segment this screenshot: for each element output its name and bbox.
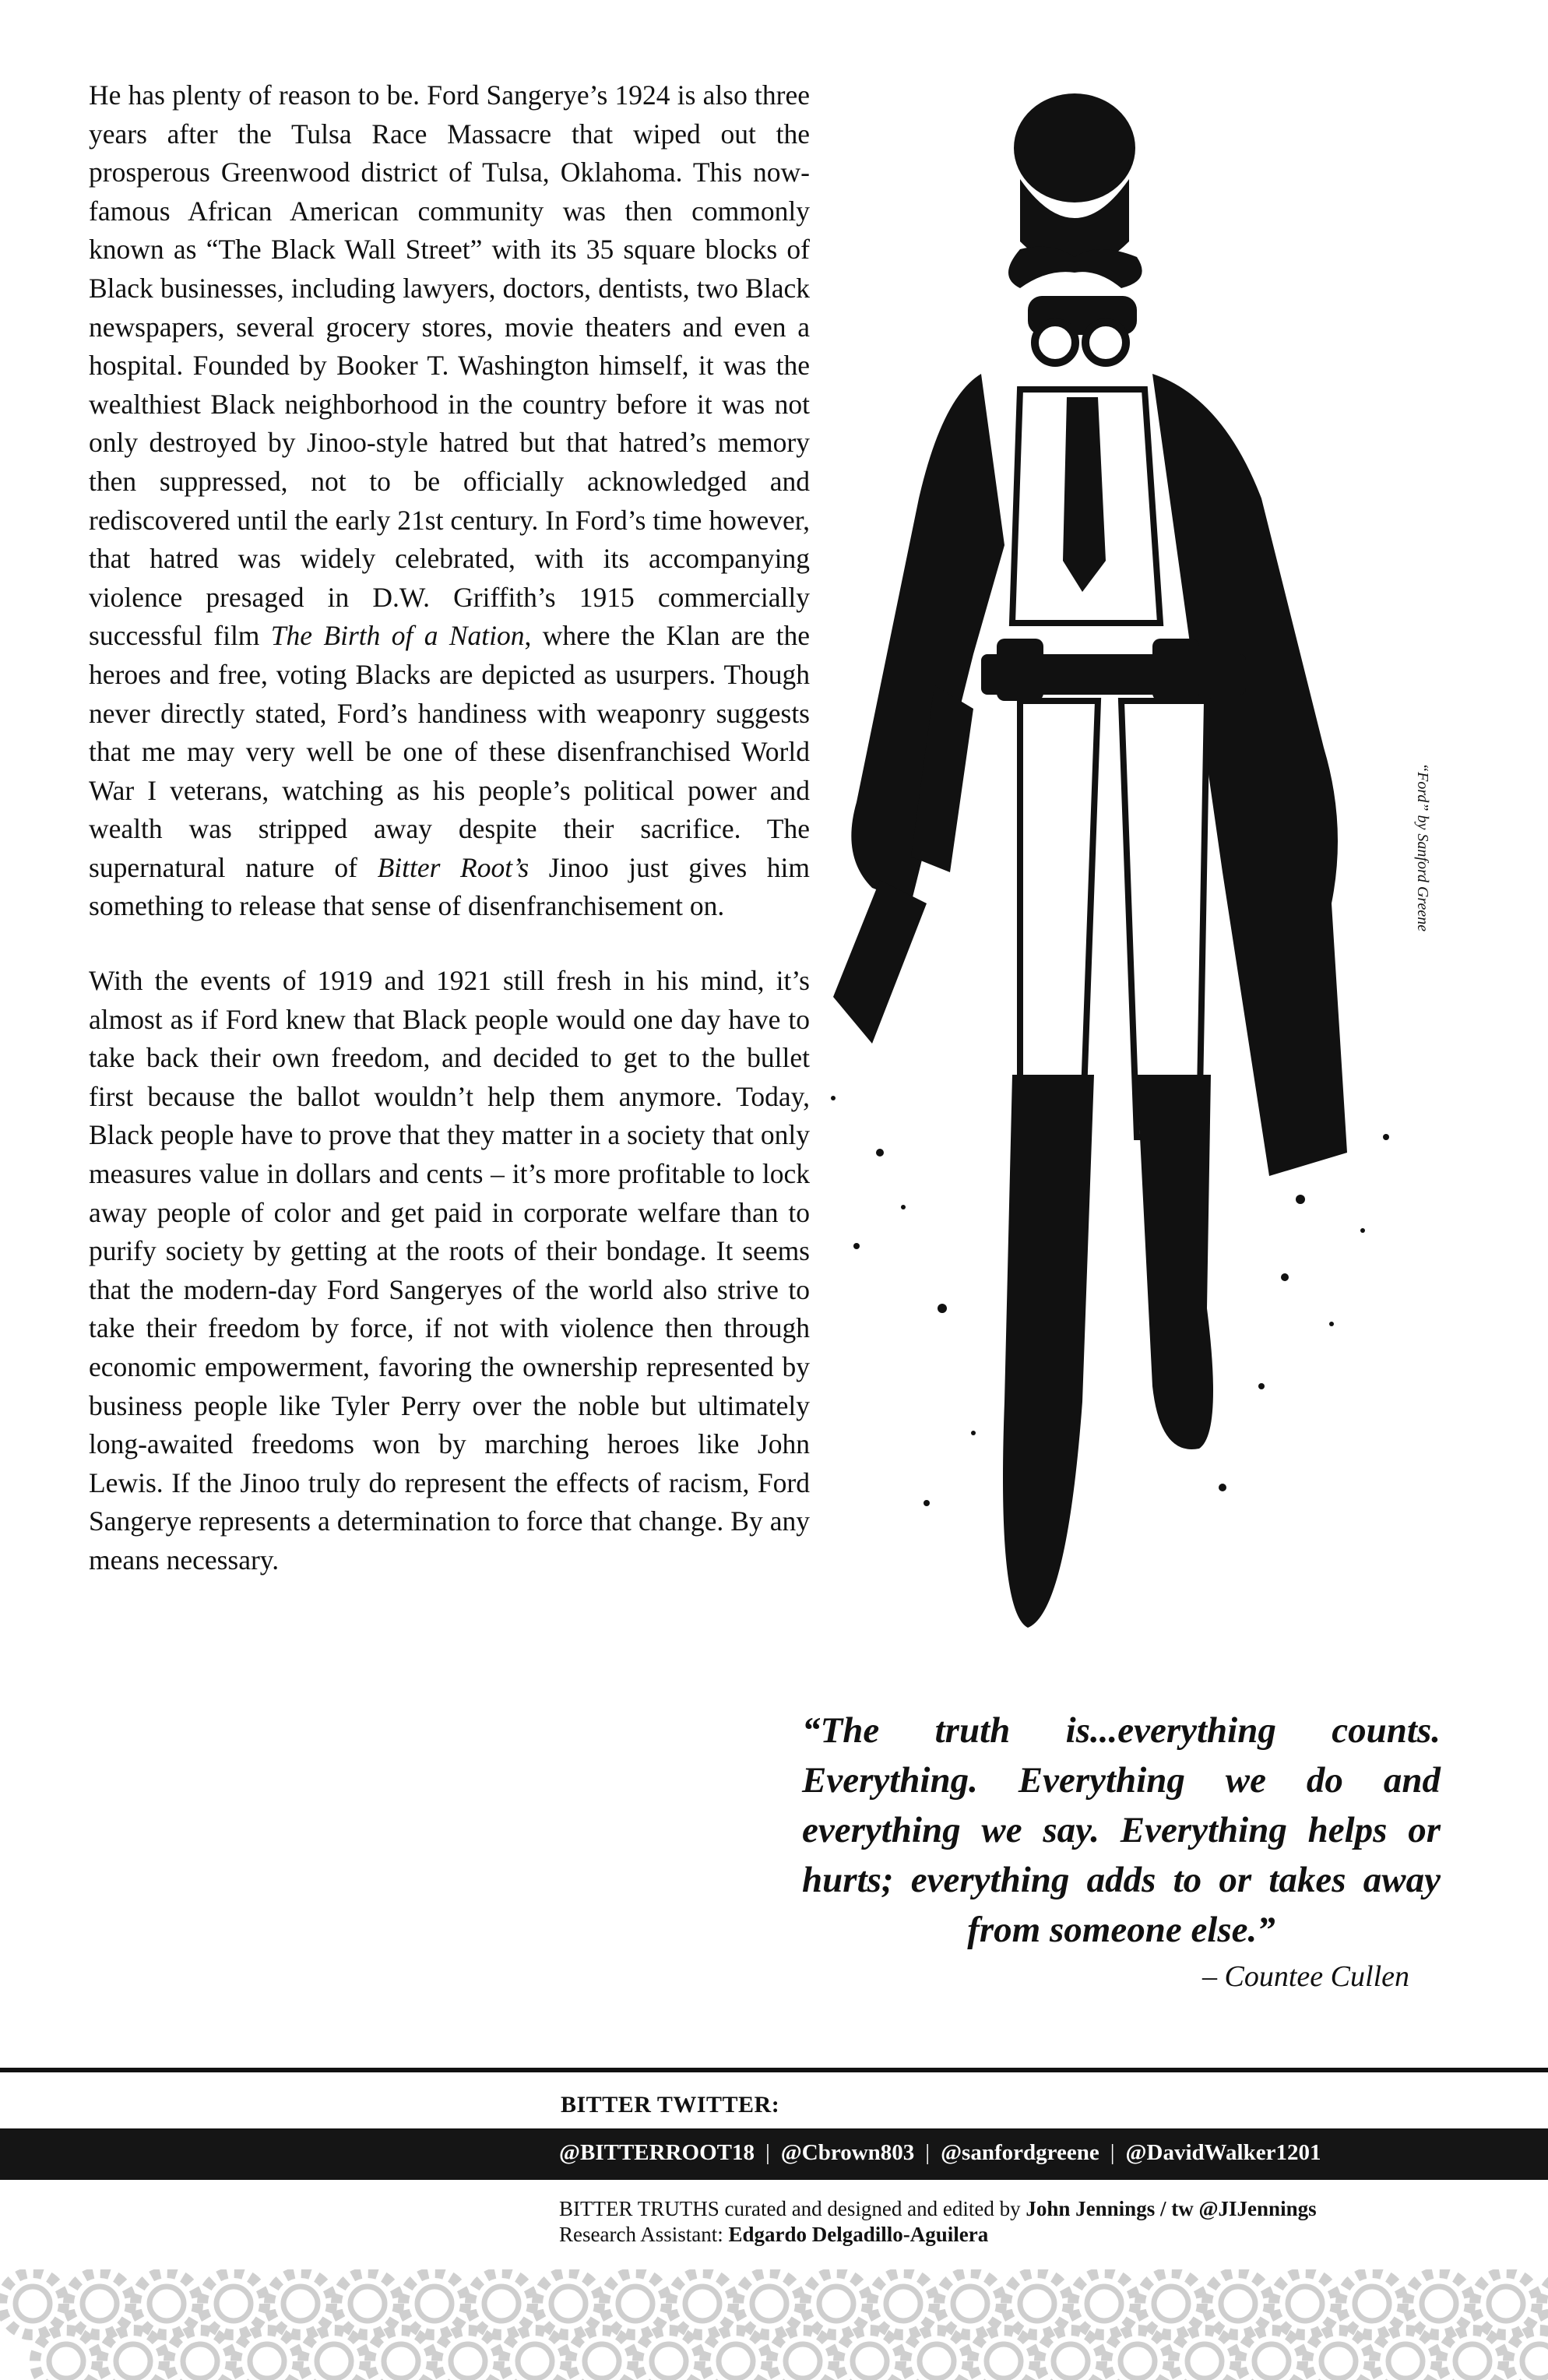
gear-icon <box>1240 2330 1303 2380</box>
gear-icon <box>102 2330 164 2380</box>
gear-icon <box>169 2330 231 2380</box>
gear-icon <box>1508 2330 1548 2380</box>
gear-icon <box>1207 2273 1269 2335</box>
handle-separator: | <box>925 2140 931 2165</box>
footer-rule <box>0 2068 1548 2072</box>
gear-icon <box>671 2273 734 2335</box>
handle-separator: | <box>765 2140 770 2165</box>
gear-icon <box>872 2273 934 2335</box>
gear-icon <box>805 2273 867 2335</box>
gear-border <box>0 2269 1548 2380</box>
gear-icon <box>705 2330 767 2380</box>
gear-icon <box>939 2273 1001 2335</box>
twitter-title: BITTER TWITTER: <box>561 2092 780 2118</box>
handle-bitterroot[interactable]: @BITTERROOT18 <box>559 2140 755 2165</box>
gear-icon <box>1040 2330 1102 2380</box>
gear-icon <box>370 2330 432 2380</box>
quote-author: – Countee Cullen <box>1202 1960 1409 1993</box>
gear-icon <box>35 2330 97 2380</box>
handle-davidwalker[interactable]: @DavidWalker1201 <box>1125 2140 1321 2165</box>
gear-icon <box>906 2330 968 2380</box>
gear-icon <box>135 2273 198 2335</box>
gear-icon <box>1173 2330 1236 2380</box>
gear-icon <box>437 2330 499 2380</box>
gear-icon <box>504 2330 566 2380</box>
gear-icon <box>336 2273 399 2335</box>
gear-icon <box>303 2330 365 2380</box>
gear-icon <box>1374 2330 1437 2380</box>
gear-icon <box>1073 2273 1135 2335</box>
ford-illustration <box>786 62 1456 1690</box>
gear-icon <box>772 2330 834 2380</box>
gear-icon <box>1106 2330 1169 2380</box>
gear-icon <box>571 2330 633 2380</box>
gear-icon <box>1274 2273 1336 2335</box>
gear-icon <box>2 2273 64 2335</box>
gear-icon <box>470 2273 533 2335</box>
gear-icon <box>839 2330 901 2380</box>
handle-sanfordgreene[interactable]: @sanfordgreene <box>941 2140 1099 2165</box>
article-paragraph-1: He has plenty of reason to be. Ford Sangerye’s 1924 is also three years after the Tulsa Race Massacre that wiped out the prosperous Greenwood district of Tulsa, Oklahoma. This now-famous African American community was then commonly known as “The Black Wall Street” with its 35 square blocks of Black businesses, including lawyers, doctors, dentists, two Black newspapers, several grocery stores, movie theaters and even a hospital. Founded by Booker T. Washington himself, it was the wealthiest Black neighborhood in the country before it was not only destroyed by Jinoo-style hatred but that hatred’s memory then suppressed, not to be officially acknowledged and rediscovered until the early 21st century. In Ford’s time however, that hatred was widely celebrated, with its accompanying violence presaged in D.W. Griffith’s 1915 commercially successful film The Birth of a Nation, where the Klan are the heroes and free, voting Blacks are depicted as usurpers. Though never directly stated, Ford’s handiness with weaponry suggests that me may very well be one of these disenfranchised World War I veterans, watching as his people’s political power and wealth was stripped away despite their sacrifice. The supernatural nature of Bitter Root’s Jinoo just gives him something to release that sense of disenfranchisement on. <box>89 79 810 922</box>
gear-icon <box>638 2330 700 2380</box>
gear-icon <box>1408 2273 1470 2335</box>
article-paragraph-2: With the events of 1919 and 1921 still fresh in his mind, it’s almost as if Ford knew that Black people would one day have to take back their own freedom, and decided to get to the bullet first because the ballot wouldn’t help them anymore. Today, Black people have to prove that they matter in a society that only measures value in dollars and cents – it’s more profitable to lock away people of color and get paid in corporate welfare than to purify society by getting at the roots of their bondage. It seems that the modern-day Ford Sangeryes of the world also strive to take their freedom by force, if not with violence then through economic empowerment, favoring the ownership represented by business people like Tyler Perry over the noble but ultimately long-awaited freedoms won by marching heroes like John Lewis. If the Jinoo truly do represent the effects of racism, Ford Sangerye represents a determination to force that change. By any means necessary. <box>89 965 810 1576</box>
gear-icon <box>738 2273 800 2335</box>
twitter-bar <box>0 2128 1548 2180</box>
gear-icon <box>1307 2330 1370 2380</box>
gear-icon <box>69 2273 131 2335</box>
gear-icon <box>1140 2273 1202 2335</box>
article-body <box>89 76 810 1616</box>
series-title: Bitter Root’s <box>377 851 529 883</box>
research-name: Edgardo Delgadillo-Aguilera <box>728 2223 989 2246</box>
gear-icon <box>202 2273 265 2335</box>
gear-icon <box>1006 2273 1068 2335</box>
gear-icon <box>403 2273 466 2335</box>
research-credit: Research Assistant: Edgardo Delgadillo-Aguilera <box>559 2223 989 2246</box>
twitter-handles <box>559 2140 1321 2166</box>
handle-separator: | <box>1110 2140 1115 2165</box>
gear-icon <box>1475 2273 1537 2335</box>
gear-icon <box>1341 2273 1403 2335</box>
gear-icon <box>236 2330 298 2380</box>
credits <box>559 2196 1317 2248</box>
gear-icon <box>1441 2330 1504 2380</box>
handle-cbrown[interactable]: @Cbrown803 <box>780 2140 915 2165</box>
gear-icon <box>269 2273 332 2335</box>
illustration-credit: “Ford” by Sanford Greene <box>1414 763 1431 932</box>
editor-name: John Jennings / tw @JIJennings <box>1026 2197 1317 2220</box>
pull-quote <box>802 1706 1441 1994</box>
gear-icon <box>537 2273 600 2335</box>
gear-icon <box>604 2273 667 2335</box>
quote-text: “The truth is...everything counts. Everything. Everything we do and everything we say. Everything helps or hurts; everything adds to or takes away from someone else.” <box>802 1710 1441 1950</box>
gear-icon <box>973 2330 1035 2380</box>
film-title: The Birth of a Nation <box>270 620 525 652</box>
editor-credit: BITTER TRUTHS curated and designed and edited by John Jennings / tw @JIJennings <box>559 2197 1317 2220</box>
